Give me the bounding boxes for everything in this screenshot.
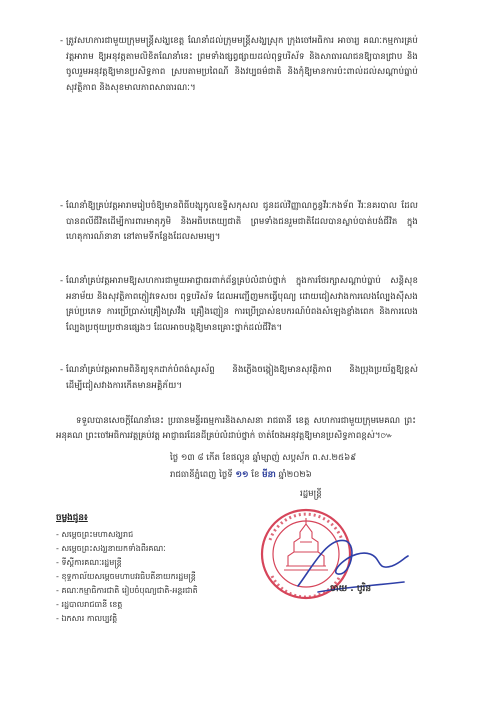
recipients-title: ចម្លងជូន៖ — [56, 513, 88, 523]
solar-date-year: ឆ្នាំ២០២៦ — [278, 470, 312, 480]
solar-date — [170, 470, 312, 482]
bullet-dash: - — [60, 365, 64, 375]
lunar-date: ថ្ងៃ ១៣ ៨ កើត ខែផល្គុន ឆ្នាំម្សាញ់ សប្តស័ក ព.ស.២៥៦៩ — [170, 453, 357, 463]
bullet-text: ណែនាំឱ្យគ្រប់វត្តអារាមរៀបចំឱ្យមានពិធីបង្សុកូលឧទ្ទិសកុសល ជូនដល់វិញ្ញាណក្ខន្ធវីរៈកងទ័ព វីរៈនគរបាល ដែលបានពលីជីវិតដើម្បីការពារមាតុភូមិ និងអធិបតេយ្យជាតិ ព្រមទាំងជនរួមជាតិដែលបានស្លាប់បាត់បង់ជីវិត ក្នុងហេតុការណ៍នានា នៅតាមទីកន្លែងដែលសមរម្យ។ — [66, 201, 418, 243]
seal-and-signature — [258, 496, 418, 616]
recipient-item: - គណៈកម្មាធិការជាតិ រៀបចំបុណ្យជាតិ-អន្តរជាតិ — [56, 584, 198, 598]
closing-text: ទទួលបានសេចក្តីណែនាំនេះ ប្រធានមន្ទីរធម្មការនិងសាសនា រាជធានី ខេត្ត សហការជាមួយក្រុមមេគណ ព្រះអនុគណ ព្រះចៅអធិការវត្តគ្រប់វត្ត អាជ្ញាធរដែនដីគ្រប់លំដាប់ថ្នាក់ ចាត់ចែងអនុវត្តឱ្យមានប្រសិទ្ធភាពខ្ពស់ — [56, 415, 416, 442]
bullet-paragraph — [60, 199, 418, 246]
minister-title: រដ្ឋមន្ត្រី — [300, 489, 322, 499]
bullet-dash: - — [60, 201, 64, 211]
bullet-paragraph — [60, 363, 418, 394]
recipient-item: - រដ្ឋបាលរាជធានី ខេត្ត — [56, 598, 198, 612]
bullet-text: ណែនាំគ្រប់វត្តអារាមពិនិត្យទុកដាក់បំពង់សូរស័ព្ទ និងភ្លើងចង្កៀងឱ្យមានសុវត្ថិភាព និងប្រុងប្រយ័ត្នឱ្យខ្ពស់ ដើម្បីជៀសវាងការកើតមានអគ្គិភ័យ។ — [66, 365, 418, 391]
recipients-list — [56, 528, 198, 626]
bullet-text: ត្រូវសហការជាមួយក្រុមមន្ត្រីសង្ឃខេត្ត ណែនាំដល់ក្រុមមន្ត្រីសង្ឃស្រុក ក្រុងចៅអធិការ អាចារ្យ គណៈកម្មការគ្រប់វត្តអារាម ឱ្យអនុវត្តតាមលិខិតណែនាំនេះ ព្រមទាំងផ្សព្វផ្សាយដល់ពុទ្ធបរិស័ទ និងសាធារណជនឱ្យបានជ្រាប និងចូលរួមអនុវត្តឱ្យមានប្រសិទ្ធភាព ស្របតាមប្រពៃណី និងវប្បធម៌ជាតិ និងកុំឱ្យមានការប៉ះពាល់ដល់សណ្តាប់ធ្នាប់ សុវត្ថិភាព និងសុខមាលភាពសាធារណៈ។ — [66, 36, 418, 93]
solar-date-day: ១១ — [235, 470, 249, 480]
closing-end-mark: ។៚ — [374, 431, 393, 442]
recipient-item: - សម្តេចព្រះមហាសង្ឃរាជ — [56, 528, 198, 542]
solar-date-prefix: រាជធានីភ្នំពេញ ថ្ងៃទី — [170, 470, 233, 480]
bullet-text: ណែនាំគ្រប់វត្តអារាមឱ្យសហការជាមួយអាជ្ញាធរពាក់ព័ន្ធគ្រប់លំដាប់ថ្នាក់ ក្នុងការថែរក្សាសណ្តាប់ធ្នាប់ សន្តិសុខ អនាម័យ និងសុវត្ថិភាពភ្ញៀវទេសចរ ពុទ្ធបរិស័ទ ដែលអញ្ជើញមកធ្វើបុណ្យ ដោយជៀសវាងការលេងល្បែងស៊ីសងគ្រប់ប្រភេទ ការប្រើប្រាស់គ្រឿងស្រវឹង គ្រឿងញៀន ការប្រើប្រាស់ឧបករណ៍បំពងសំឡេងខ្លាំងពេក និងការលេងល្បែងប្រថុយប្រថានផ្សេងៗ ដែលអាចបង្កឱ្យមានគ្រោះថ្នាក់ដល់ជីវិត។ — [66, 276, 418, 333]
closing-paragraph — [56, 414, 416, 446]
recipient-item: - ខុទ្ទកាល័យសម្តេចមហាបវរធិបតីនាយករដ្ឋមន្ត្រី — [56, 570, 198, 584]
solar-date-month-prefix: ខែ — [251, 470, 260, 480]
recipient-item: - សម្តេចព្រះសង្ឃនាយកទាំងពីរគណៈ — [56, 542, 198, 556]
bullet-dash: - — [60, 276, 64, 286]
signatory-name: ចាយ . បូរិន — [330, 584, 372, 594]
recipient-item: - ទីស្តីការគណៈរដ្ឋមន្ត្រី — [56, 556, 198, 570]
recipient-item: - ឯកសារ កាលប្បវត្តិ — [56, 612, 198, 626]
bullet-dash: - — [60, 36, 64, 46]
bullet-paragraph — [60, 34, 418, 96]
solar-date-month: មីនា — [262, 470, 276, 480]
bullet-paragraph — [60, 274, 418, 336]
